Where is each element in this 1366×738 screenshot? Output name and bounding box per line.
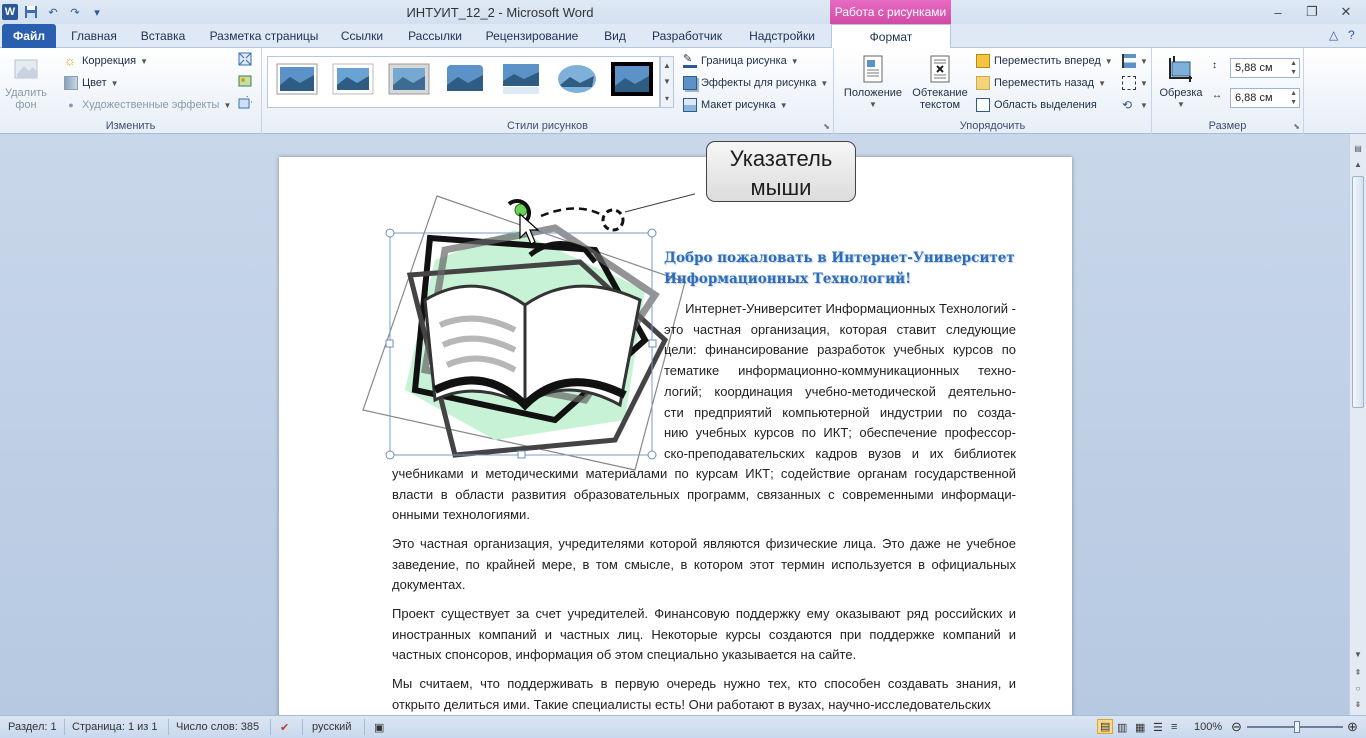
selected-book-picture[interactable] — [355, 190, 695, 475]
picture-styles-gallery — [267, 56, 660, 108]
customize-qat-icon[interactable]: ▾ — [94, 6, 100, 19]
picture-border-button[interactable]: ✎ Граница рисунка ▼ — [683, 53, 799, 67]
scroll-up-icon[interactable]: ▲ — [1354, 160, 1362, 169]
tab-developer[interactable]: Разработчик — [652, 29, 722, 43]
tab-references[interactable]: Ссылки — [340, 29, 384, 43]
browse-object-icon[interactable]: ○ — [1355, 684, 1361, 693]
tab-insert[interactable]: Вставка — [140, 29, 186, 43]
style-thumb-4[interactable] — [444, 63, 486, 95]
gallery-more-icon[interactable]: ▾ — [664, 94, 669, 104]
side-line: цели: финансирование разработок учебных курсов по — [664, 342, 1016, 358]
style-thumb-2[interactable] — [332, 63, 374, 95]
redo-icon[interactable]: ↷ — [70, 6, 80, 19]
tab-review[interactable]: Рецензирование — [485, 29, 579, 43]
picture-styles-launcher-icon[interactable]: ⬊ — [823, 122, 830, 131]
tab-format[interactable]: Формат — [831, 24, 951, 49]
callout-line-2: мыши — [750, 175, 812, 200]
restore-icon[interactable]: ❐ — [1306, 4, 1318, 19]
status-language[interactable]: русский — [312, 721, 352, 733]
zoom-out-icon[interactable]: ⊖ — [1231, 719, 1242, 734]
full-paragraph[interactable] — [392, 464, 1016, 526]
reset-picture-icon — [238, 96, 252, 110]
align-icon — [1122, 54, 1136, 68]
height-icon: ↕ — [1212, 60, 1217, 71]
tab-view[interactable]: Вид — [604, 29, 626, 43]
side-line: тематике информационно-коммуникационных техно- — [664, 363, 1016, 379]
side-line: сти предприятий компьютерной индустрии по созда- — [664, 404, 1016, 420]
status-word-count[interactable]: Число слов: 385 — [176, 721, 260, 733]
style-thumb-3[interactable] — [388, 63, 430, 95]
remove-background-button[interactable]: Удалить фон — [4, 54, 48, 111]
remove-background-icon — [11, 54, 41, 84]
correction-button[interactable]: ☼ Коррекция ▼ — [64, 53, 149, 68]
selection-pane-icon — [976, 98, 990, 112]
status-bar — [0, 715, 1366, 738]
paragraph-4[interactable]: Мы считаем, что поддерживать в первую очередь нужно тех, кто способен создавать знания, и открыто делиться ими. Такие специалисты есть! Они работают в вузах, научно-исследовательских — [392, 676, 1016, 712]
height-spinner-icon[interactable]: ▲ ▼ — [1290, 60, 1297, 76]
send-backward-icon — [976, 76, 990, 90]
artistic-effects-icon: ● — [68, 100, 74, 110]
side-paragraph[interactable] — [664, 299, 1016, 465]
group-adjust — [0, 48, 262, 134]
status-page[interactable]: Страница: 1 из 1 — [72, 721, 158, 733]
gallery-up-icon[interactable]: ▲ — [663, 60, 671, 70]
group-size-label: Размер — [1208, 120, 1247, 132]
pen-icon: ✎ — [683, 54, 697, 68]
reset-picture-button[interactable] — [238, 96, 252, 110]
width-icon: ↔ — [1212, 90, 1222, 101]
tab-home[interactable]: Главная — [71, 29, 117, 43]
rotate-button[interactable]: ⟲ ▼ — [1122, 98, 1148, 112]
save-icon[interactable] — [22, 3, 40, 21]
proofing-icon[interactable]: ✔ — [280, 722, 290, 734]
full-screen-reading-icon[interactable]: ▥ — [1117, 722, 1128, 734]
style-thumb-6[interactable] — [556, 63, 598, 95]
next-page-icon[interactable]: ⇟ — [1354, 700, 1362, 709]
title-bar — [0, 0, 1366, 24]
zoom-level[interactable]: 100% — [1194, 721, 1223, 733]
window-title: ИНТУИТ_12_2 - Microsoft Word — [406, 5, 594, 20]
ruler-toggle-icon[interactable]: ▤ — [1354, 144, 1362, 153]
word-app-icon[interactable]: W — [2, 4, 18, 20]
minimize-icon[interactable]: – — [1274, 4, 1282, 20]
size-launcher-icon[interactable]: ⬊ — [1293, 122, 1300, 131]
change-picture-icon — [238, 74, 252, 88]
callout-line-1: Указатель — [729, 146, 833, 171]
side-line: нию учебных курсов по ИКТ; обеспечение профессор- — [664, 425, 1016, 441]
group-arrange-label: Упорядочить — [959, 120, 1026, 132]
print-layout-icon[interactable]: ▤ — [1097, 719, 1113, 734]
macro-record-icon[interactable]: ▣ — [374, 722, 385, 734]
full-line: власти в области развития образовательных программ, связанных с современными информаци- — [392, 486, 1016, 502]
bring-forward-icon — [976, 54, 990, 68]
effects-icon — [683, 76, 697, 90]
full-line: учебниками и методическими материалами по курсам ИКТ; содействие органам государственной — [392, 466, 1016, 481]
paragraph-3[interactable]: Проект существует за счет учредителей. Финансовую поддержку ему оказывают ряд российских и иностранных компаний и частных лиц. Некоторые курсы создаются при поддержке компаний и частных спонсоров, информация об этом специально указывается на сайте. — [392, 606, 1016, 663]
tab-mailings[interactable]: Рассылки — [408, 29, 462, 43]
artistic-effects-button[interactable]: ● Художественные эффекты ▼ — [64, 98, 231, 112]
gallery-down-icon[interactable]: ▼ — [663, 77, 671, 87]
style-thumb-5[interactable] — [500, 63, 542, 95]
tab-addins[interactable]: Надстройки — [749, 29, 815, 43]
mouse-pointer-callout — [706, 141, 856, 202]
picture-tools-context-tab: Работа с рисунками — [830, 0, 951, 24]
compress-icon — [238, 52, 252, 66]
status-section[interactable]: Раздел: 1 — [8, 721, 57, 733]
paragraph-2[interactable]: Это частная организация, учредителями которой являются физические лица. Это даже не учебное заведение, по крайней мере, в том смысле, в котором этот термин используется в официальных документах. — [392, 536, 1016, 593]
document-heading[interactable]: Добро пожаловать в Интернет-Университет Информационных Технологий! — [664, 250, 1015, 287]
web-layout-icon[interactable]: ▦ — [1135, 722, 1146, 734]
scroll-down-icon[interactable]: ▼ — [1354, 650, 1362, 659]
tab-file[interactable]: Файл — [2, 24, 56, 48]
compress-pictures-button[interactable] — [238, 52, 252, 66]
send-backward-button[interactable]: Переместить назад ▼ — [976, 76, 1106, 90]
crop-button[interactable]: Обрезка ▼ — [1156, 54, 1206, 111]
group-objects-button[interactable]: ▼ — [1122, 76, 1148, 90]
ribbon — [0, 48, 1366, 134]
height-field[interactable]: 5,88 см ▲ ▼ — [1230, 58, 1300, 78]
group-icon — [1122, 76, 1136, 90]
bring-forward-button[interactable]: Переместить вперед ▼ — [976, 54, 1113, 68]
wrap-text-icon — [925, 54, 955, 84]
color-button[interactable]: Цвет ▼ — [64, 76, 119, 90]
outline-icon[interactable]: ☰ — [1153, 722, 1163, 734]
width-field[interactable]: 6,88 см ▲ ▼ — [1230, 88, 1300, 108]
side-line: ско-преподавательских кадров вузов и их библиотек — [664, 445, 1016, 461]
ribbon-tabs — [0, 24, 1366, 48]
selection-pane-button[interactable]: Область выделения — [976, 98, 1097, 112]
window-controls — [1262, 2, 1362, 22]
tab-page-layout[interactable]: Разметка страницы — [209, 29, 319, 43]
quick-access-toolbar — [2, 3, 106, 21]
style-thumb-7-selected[interactable] — [610, 61, 654, 97]
layout-icon — [683, 98, 697, 112]
help-icon[interactable]: ? — [1348, 28, 1355, 42]
style-thumb-1[interactable] — [276, 63, 318, 95]
side-line: это частная организация, которая ставит следующие — [664, 321, 1016, 337]
position-button[interactable]: Положение ▼ — [840, 54, 906, 111]
side-line: логий; координация учебно-методической деятельно- — [664, 383, 1016, 399]
width-spinner-icon[interactable]: ▲ ▼ — [1290, 90, 1297, 106]
minimize-ribbon-icon[interactable]: △ — [1329, 28, 1339, 42]
wrap-text-button[interactable]: Обтекание текстом — [908, 54, 972, 111]
picture-layout-button[interactable]: Макет рисунка ▼ — [683, 98, 788, 112]
draft-icon[interactable]: ≡ — [1171, 721, 1178, 733]
change-picture-button[interactable] — [238, 74, 252, 88]
zoom-in-icon[interactable]: ⊕ — [1347, 719, 1358, 734]
vertical-scrollbar[interactable] — [1349, 134, 1366, 715]
zoom-slider-knob[interactable] — [1294, 721, 1300, 733]
group-adjust-label: Изменить — [105, 120, 156, 132]
scroll-thumb[interactable] — [1352, 176, 1364, 408]
crop-icon — [1166, 54, 1196, 84]
position-icon — [858, 54, 888, 84]
align-button[interactable]: ▼ — [1122, 54, 1148, 68]
rotate-icon: ⟲ — [1122, 98, 1133, 112]
close-icon[interactable]: ✕ — [1340, 4, 1352, 19]
picture-effects-button[interactable]: Эффекты для рисунка ▼ — [683, 76, 828, 90]
full-line: онными технологиями. — [392, 507, 530, 523]
color-palette-icon — [64, 76, 78, 90]
side-line: Интернет-Университет Информационных Технологий - — [685, 301, 1016, 316]
undo-icon[interactable]: ↶ — [48, 6, 58, 19]
group-picture-styles-label: Стили рисунков — [507, 120, 588, 132]
prev-page-icon[interactable]: ⇞ — [1354, 668, 1362, 677]
sun-icon: ☼ — [64, 53, 76, 68]
gallery-scroll[interactable] — [660, 56, 674, 108]
